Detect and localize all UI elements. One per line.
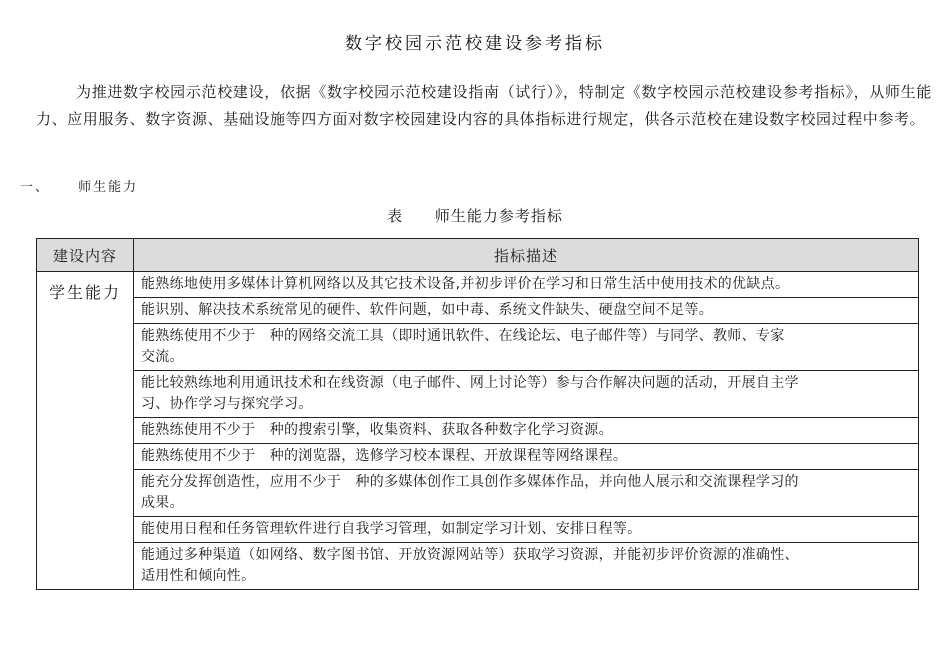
table-row [37, 543, 919, 590]
indicator-description [134, 444, 919, 470]
section-heading [20, 176, 160, 195]
indicator-line: 能通过多种渠道（如网络、数字图书馆、开放资源网站等）获取学习资源，并能初步评价资源的准确性、 [141, 547, 799, 563]
indicator-description [134, 470, 919, 517]
table-row [37, 517, 919, 543]
table-row [37, 470, 919, 517]
indicator-description [134, 517, 919, 543]
table-header-row [37, 239, 919, 272]
indicator-description [134, 272, 919, 298]
indicator-description [134, 298, 919, 324]
category-cell: 学生能力 [37, 272, 134, 590]
indicator-line: 能识别、解决技术系统常见的硬件、软件问题，如中毒、系统文件缺失、硬盘空间不足等。 [141, 302, 713, 318]
indicator-line: 能熟练使用不少于 种的搜索引擎，收集资料、获取各种数字化学习资源。 [141, 422, 613, 438]
indicator-description [134, 371, 919, 418]
intro-paragraph: 为推进数字校园示范校建设，依据《数字校园示范校建设指南（试行）》，特制定《数字校园示范校建设参考指标》，从师生能力、应用服务、数字资源、基础设施等四方面对数字校园建设内容的具体指标进行规定，供各示范校在建设数字校园过程中参考。 [36, 83, 932, 128]
indicator-line: 能比较熟练地利用通讯技术和在线资源（电子邮件、网上讨论等）参与合作解决问题的活动，开展自主学 [141, 375, 799, 391]
table-row [37, 418, 919, 444]
table-row [37, 272, 919, 298]
indicator-line: 能使用日程和任务管理软件进行自我学习管理，如制定学习计划、安排日程等。 [141, 521, 642, 537]
indicator-description [134, 543, 919, 590]
table-caption-text: 师生能力参考指标 [434, 207, 563, 225]
indicator-line: 能熟练使用不少于 种的浏览器，选修学习校本课程、开放课程等网络课程。 [141, 448, 628, 464]
table-row [37, 298, 919, 324]
document-title: 数字校园示范校建设参考指标 [345, 34, 605, 54]
indicator-description [134, 418, 919, 444]
indicator-line: 能熟练地使用多媒体计算机网络以及其它技术设备,并初步评价在学习和日常生活中使用技术的优缺点。 [141, 276, 790, 292]
indicator-line: 成果。 [141, 495, 184, 511]
header-description-column: 指标描述 [134, 239, 919, 272]
table-row [37, 324, 919, 371]
indicator-line: 适用性和倾向性。 [141, 568, 256, 584]
section-number: 一、 [20, 180, 51, 195]
table-row [37, 371, 919, 418]
indicator-line: 能充分发挥创造性，应用不少于 种的多媒体创作工具创作多媒体作品，并向他人展示和交流课程学习的 [141, 474, 799, 490]
section-title: 师生能力 [78, 180, 139, 195]
table-caption-prefix: 表 [387, 207, 404, 225]
indicator-line: 交流。 [141, 349, 184, 365]
header-content-column: 建设内容 [37, 239, 134, 272]
indicator-line: 能熟练使用不少于 种的网络交流工具（即时通讯软件、在线论坛、电子邮件等）与同学、教师、专家 [141, 328, 785, 344]
table-body [37, 272, 919, 590]
indicator-table [36, 238, 919, 590]
indicator-line: 习、协作学习与探究学习。 [141, 396, 313, 412]
indicator-description [134, 324, 919, 371]
table-row [37, 444, 919, 470]
table-caption [0, 205, 950, 226]
